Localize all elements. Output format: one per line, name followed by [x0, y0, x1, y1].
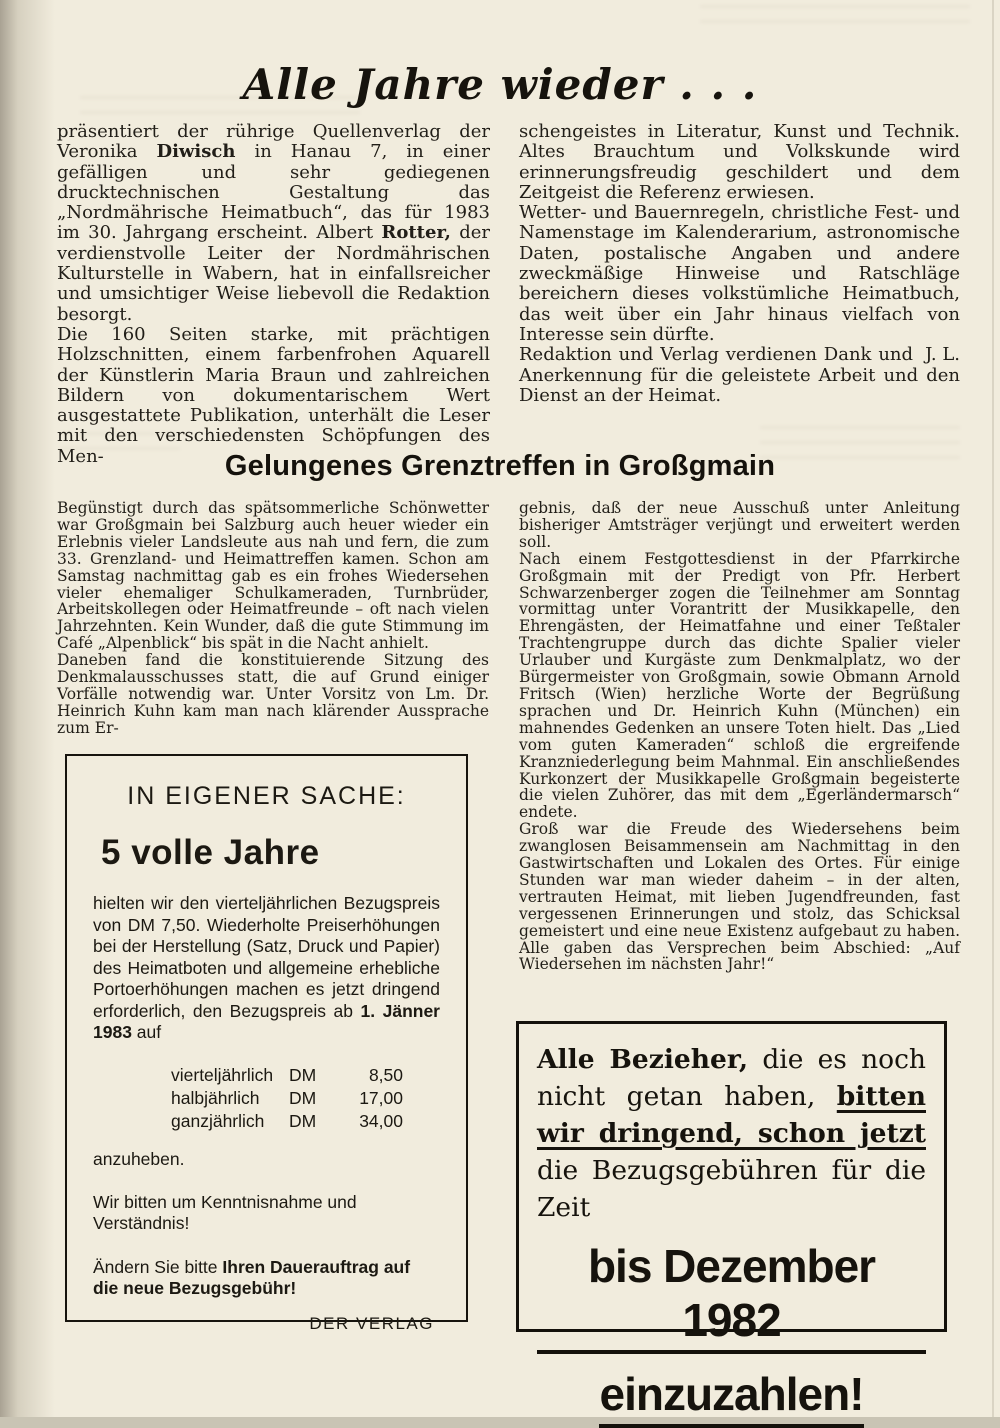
- text-run: Redaktion und Verlag verdienen Dank und Anerkennung für die geleistete Arbeit und den Dienst an der Heimat.: [519, 344, 960, 406]
- text-run: hielten wir den vierteljährlichen Bezugspreis von DM 7,50. Wiederholte Preiserhöhungen bei der Herstellung (Satz, Druck und Papier) des Heimatboten und allgemeine erhebliche Portoerhöhungen machen es jetzt dringend erforderlich, den Bezugspreis ab: [93, 893, 440, 1021]
- payment-text: [537, 1041, 926, 1226]
- payment-big-line-1: [537, 1239, 926, 1354]
- paragraph: Groß war die Freude des Wiedersehens beim zwanglosen Beisammensein am Nachmittag in den Gastwirtschaften und Lokalen des Ortes. Für einige Stunden war man wieder daheim – in der alten, vertrauten Heimat, mit lieben Jugendfreunden, fast vergessenen Erinnerungen und stolz, das Schicksal gemeistert und eine neue Existenz aufgebaut zu haben. Alle gaben das Versprechen beim Abschied: „Auf Wiedersehen im nächsten Jahr!“: [519, 820, 960, 974]
- notice-title: 5 volle Jahre: [101, 833, 320, 872]
- article-signature: J. L.: [925, 344, 960, 366]
- payment-big-line-2: [537, 1367, 926, 1428]
- price-amount: 17,00: [359, 1087, 403, 1108]
- price-amount: 8,50: [368, 1064, 403, 1085]
- text-run: die es noch nicht getan haben,: [537, 1044, 926, 1112]
- text-run-bold: Ihren Dauerauftrag auf die neue Bezugsgebühr!: [93, 1256, 411, 1298]
- page-title: Alle Jahre wieder . . .: [242, 60, 758, 109]
- price-currency: DM: [289, 1064, 317, 1085]
- text-run: die Bezugsgebühren für die Zeit: [537, 1155, 926, 1223]
- notice-change: [93, 1257, 440, 1300]
- article2-left-column: [57, 500, 489, 737]
- paragraph: Daneben fand die konstituierende Sitzung des Denkmalausschusses statt, die auf Grund einiger Vorfälle notwendig war. Unter Vorsitz von Lm. Dr. Heinrich Kuhn kam man nach klärender Aussprache zum Er-: [57, 651, 489, 737]
- text-run: in Hanau 7, in einer gefälligen und sehr gediegenen drucktechnischen Gestaltung das „Nordmährische Heimatbuch“, das für 1983 im 30. Jahrgang erscheint. Albert: [57, 141, 490, 244]
- notice-heading: IN EIGENER SACHE:: [127, 782, 406, 810]
- paragraph: schengeistes in Literatur, Kunst und Technik. Altes Brauchtum und Volkskunde wird erinnerungsfreudig geschildert und dem Zeitgeist die Referenz erwiesen.: [519, 121, 960, 203]
- price-term: ganzjährlich: [171, 1110, 265, 1131]
- paragraph: Begünstigt durch das spätsommerliche Schönwetter war Großgmain bei Salzburg auch heuer wieder ein Erlebnis vieler Landsleute aus nah und fern, die zum 33. Grenzland- und Heimattreffen kamen. Schon am Samstag nachmittag gab es ein frohes Wiedersehen vieler ehemaliger Schulkameraden, Turnbrüder, Arbeitskollegen oder Heimatfreunde – oft nach vielen Jahrzehnten. Kein Wunder, daß die gute Stimmung im Café „Alpenblick“ bis spät in die Nacht anhielt.: [57, 499, 489, 653]
- paragraph: [519, 345, 960, 406]
- notice-body: [93, 893, 440, 1044]
- text-run: einzuzahlen!: [599, 1367, 863, 1428]
- text-run-bold: 1. Jänner 1983: [93, 1000, 440, 1042]
- price-row: [171, 1110, 440, 1133]
- text-run: auf: [131, 1022, 162, 1042]
- text-run: bis Dezember 1982: [537, 1239, 926, 1354]
- price-term: vierteljährlich: [171, 1064, 274, 1085]
- paragraph: Nach einem Festgottesdienst in der Pfarrkirche Großgmain mit der Predigt von Pfr. Herbert Schwarzenberger zogen die Teilnehmer am Sonntag vormittag unter Vorantritt der Musikkapelle, den Ehrengästen, der Heimatfahne und einer Teßtaler Trachtengruppe durch das dichte Spalier vieler Urlauber und Kurgäste zum Denkmalplatz, wo der Bürgermeister von Großgmain, sowie Obmann Arnold Fritsch (Wien) herzliche Worte der Begrüßung sprachen und Dr. Heinrich Kuhn (München) ein mahnendes Gedenken an unsere Toten hielt. Das „Lied vom guten Kameraden“ schloß die ergreifende Kranzniederlegung beim Mahnmal. Ein anschließendes Kurkonzert der Musikkapelle Großgmain begeisterte die vielen Zuhörer, das mit dem „Egerländermarsch“ endete.: [519, 549, 960, 822]
- payment-box: [516, 1021, 947, 1420]
- text-run: präsentiert der rührige Quellenverlag der Veronika: [57, 121, 490, 163]
- price-table: [171, 1064, 440, 1133]
- notice-signature: DER VERLAG: [309, 1313, 434, 1333]
- article1-left-column: [57, 122, 490, 467]
- text-run-bold-underline: bitten wir dringend, schon jetzt: [537, 1081, 926, 1149]
- notice-anzuheben: anzuheben.: [93, 1148, 185, 1169]
- price-row: [171, 1064, 440, 1087]
- article2-right-column: [519, 500, 960, 973]
- paragraph: [57, 122, 490, 325]
- bleed-through-artifact: [700, 5, 970, 35]
- paragraph: Die 160 Seiten starke, mit prächtigen Holzschnitten, einem farbenfrohen Aquarell der Künstlerin Maria Braun und zahlreichen Bildern von dokumentarischem Wert ausgestattete Publikation, unterhält die Leser mit den verschiedensten Schöpfungen des Men-: [57, 323, 490, 467]
- price-currency: DM: [289, 1110, 317, 1131]
- headline-grenztreffen: Gelungenes Grenztreffen in Großgmain: [224, 450, 776, 482]
- price-amount: 34,00: [359, 1110, 403, 1131]
- paragraph: gebnis, daß der neue Ausschuß unter Anleitung bisheriger Amtsträger verjüngt und erweitert werden soll.: [519, 499, 960, 551]
- notice-thanks: Wir bitten um Kenntnisnahme und Verständnis!: [93, 1191, 357, 1233]
- text-run: der verdienstvolle Leiter der Nordmährischen Kulturstelle in Wabern, hat in einfallsreicher und umsichtiger Weise liebevoll die Redaktion besorgt.: [57, 222, 490, 325]
- price-row: [171, 1087, 440, 1110]
- text-run: Ändern Sie bitte: [93, 1256, 223, 1277]
- notice-box: [65, 754, 468, 1333]
- page-edge-shadow: [0, 0, 55, 1417]
- text-run-bold: Alle Bezieher,: [537, 1044, 749, 1075]
- text-run-bold: Rotter,: [381, 222, 451, 244]
- text-run-bold: Diwisch: [156, 141, 236, 163]
- paragraph: Wetter- und Bauernregeln, christliche Fest- und Namenstage im Kalenderarium, astronomische Daten, postalische Angaben und andere zweckmäßige Hinweise und Ratschläge bereichern dieses volkstümliche Heimatbuch, das weit über ein Jahr hinaus vielfach von Interesse sein dürfte.: [519, 202, 960, 345]
- page-crease-line: [992, 0, 994, 1417]
- article1-right-column: [519, 122, 960, 406]
- price-term: halbjährlich: [171, 1087, 260, 1108]
- price-currency: DM: [289, 1087, 317, 1108]
